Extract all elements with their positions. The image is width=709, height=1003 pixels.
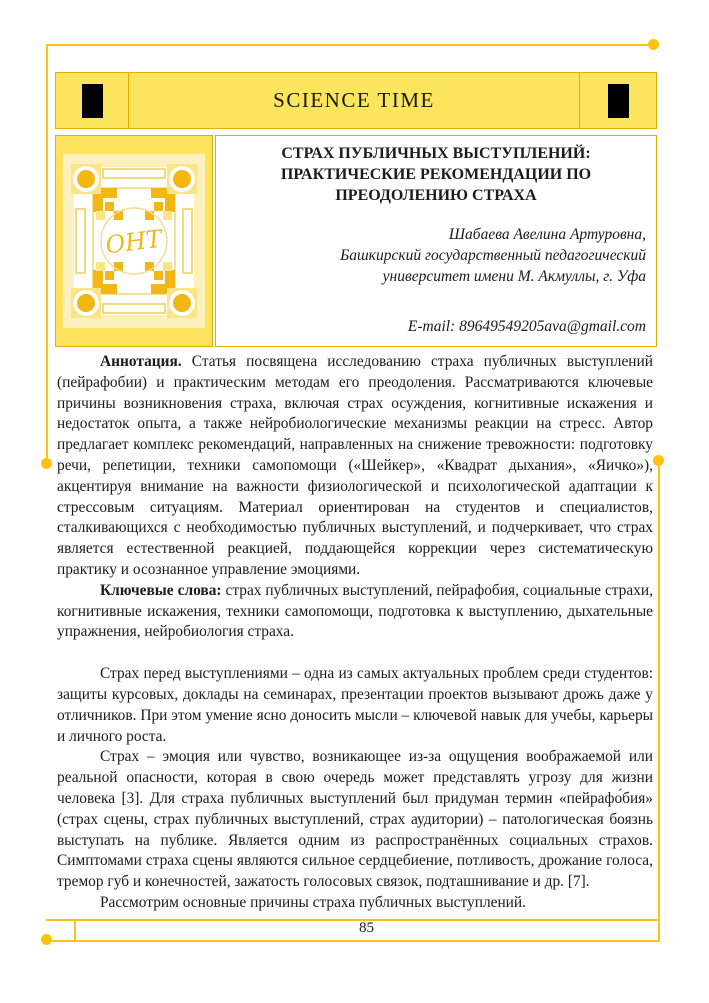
keywords-text: страх публичных выступлений, пейрафобия, социальные страхи, когнитивные искажения, техники самопомощи, подготовка к выступлению, дыхательные упражнения, нейробиология страха. [57,581,653,641]
journal-title: SCIENCE TIME [273,88,435,112]
author-email: E-mail: 89649549205ava@gmail.com [407,318,646,335]
keywords-paragraph [57,581,653,643]
ornamental-logo [63,154,205,328]
black-rectangle-ornament-right [608,84,629,118]
frame-right-line [658,461,660,942]
article-title [216,143,656,206]
article-title-line2: ПРАКТИЧЕСКИЕ РЕКОМЕНДАЦИИ ПО [280,166,592,183]
page-number: 85 [359,920,374,936]
body-paragraph-3: Рассмотрим основные причины страха публичных выступлений. [100,893,527,911]
body-paragraph-1: Страх перед выступлениями – одна из самых актуальных проблем среди студентов: защиты курсовых, доклады на семинарах, презентации проектов вызывают дрожь даже у отличников. При этом умение ясно доносить мысли – ключевой навык для учебы, карьеры и личного роста. [57,665,653,745]
abstract-text: Статья посвящена исследованию страха публичных выступлений (пейрафобии) и практическим методам его преодоления. Рассматриваются ключевые причины возникновения страха, включая страх осуждения, когнитивные искажения и недостаток опыта, а также нейробиологические механизмы реакции на стресс. Автор предлагает комплекс рекомендаций, направленных на снижение тревожности: подготовку речи, репетиции, техники самопомощи («Шейкер», «Квадрат дыхания», «Яичко»), акцентируя внимание на важности физиологической и психологической адаптации к стрессовым ситуациям. Материал ориентирован на студентов и специалистов, сталкивающихся с необходимостью публичных выступлений, и подчеркивает, что страх является естественной реакцией, поддающейся коррекции через систематическую практику и осознанное управление эмоциями. [57,353,653,578]
black-rectangle-ornament-left [82,84,103,118]
article-title-line1: СТРАХ ПУБЛИЧНЫХ ВЫСТУПЛЕНИЙ: [281,145,591,162]
journal-header-banner [55,72,657,129]
logo-monogram: ОНТ [103,224,164,260]
article-title-line3: ПРЕОДОЛЕНИЮ СТРАХА [335,187,537,204]
frame-top-line [46,44,652,46]
banner-left-cell [56,73,129,128]
keywords-label: Ключевые слова: [100,581,222,599]
banner-right-cell [579,73,656,128]
frame-dot-left-middle [41,458,52,469]
abstract-paragraph [57,352,653,581]
author-affiliation-line1: Башкирский государственный педагогический [340,247,646,264]
author-block [226,224,646,287]
frame-dot-bottom-left [41,934,52,945]
frame-bottom-line [47,940,659,942]
journal-logo-panel [55,135,213,347]
body-paragraph-2: Страх – эмоция или чувство, возникающее из-за ощущения воображаемой или реальной опасности, которая в свою очередь может представлять угрозу для жизни человека [3]. Для страха публичных выступлений был придуман термин «пейрафо́бия» (страх сцены, страх публичных выступлений, страх аудитории) – патологическая боязнь выступать на публике. Является одним из распространённых социальных страхов. Симптомами страха сцены являются сильное сердцебиение, потливость, дрожание голоса, тремор губ и конечностей, зажатость голосовых связок, подташнивание и др. [7]. [57,748,653,891]
author-affiliation-line2: университет имени М. Акмуллы, г. Уфа [382,268,646,285]
article-header-panel [215,135,657,347]
frame-dot-right-middle [653,455,664,466]
frame-dot-top-right [648,39,659,50]
frame-left-line [46,44,48,463]
abstract-label: Аннотация. [100,353,182,370]
paragraph-gap [57,643,653,664]
author-name: Шабаева Авелина Артуровна, [448,226,646,243]
article-body [57,352,653,914]
